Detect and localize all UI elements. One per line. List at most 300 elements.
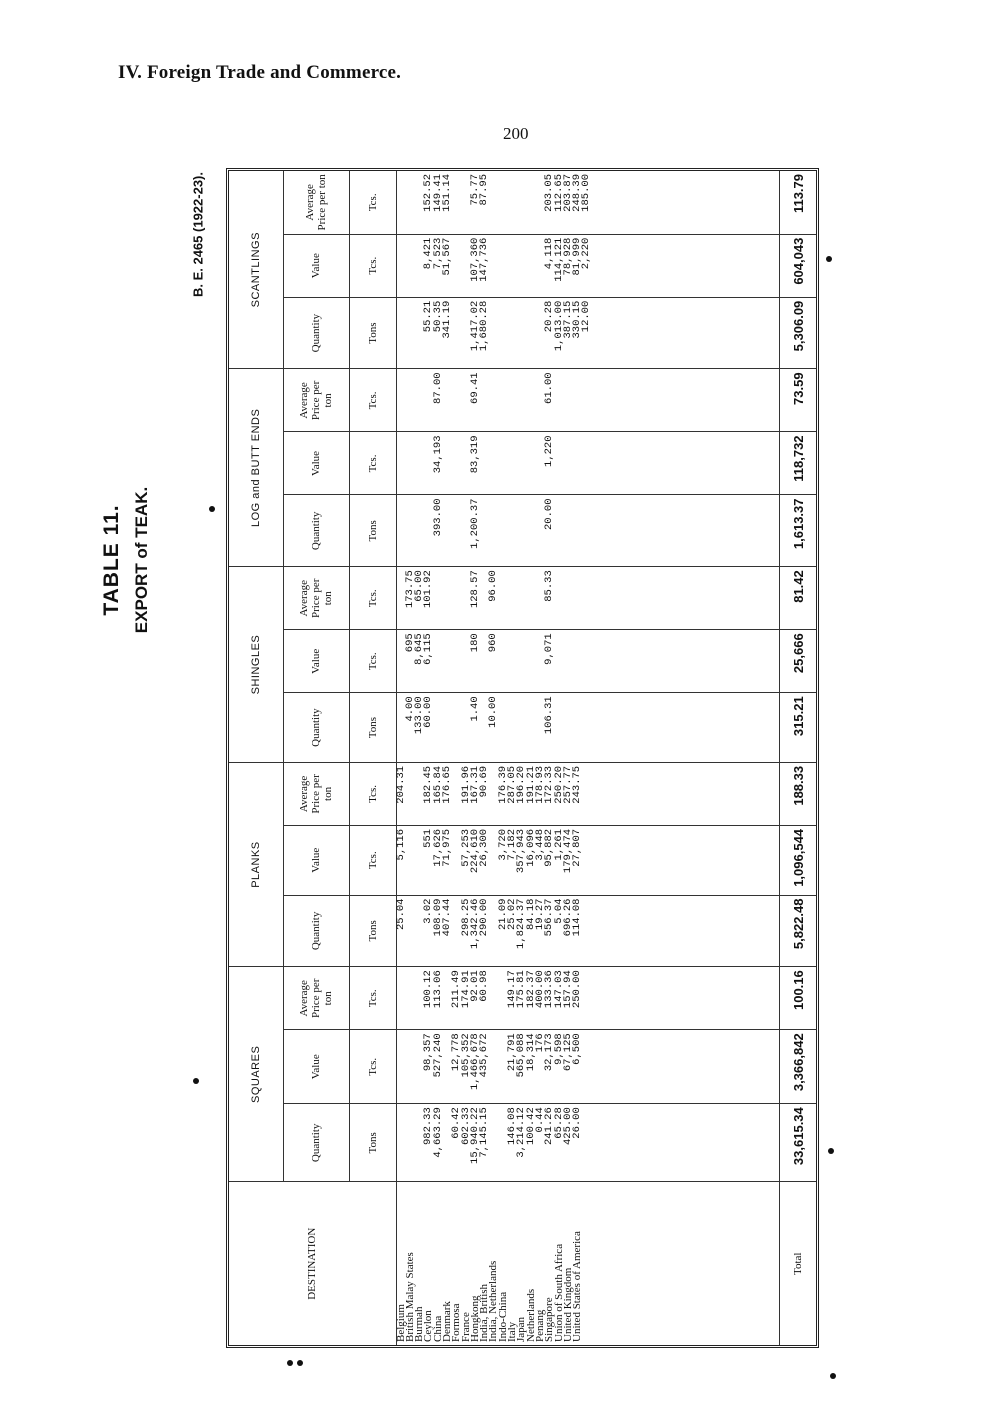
value-cell: 172.33 [545,762,554,825]
value-cell: 60.98 [480,967,489,1030]
unit-label: Tons [349,693,396,763]
subheader-avg-price: Average Price per ton [283,369,349,432]
value-cell: 176.39 [499,762,508,825]
value-cell [499,369,508,432]
value-cell: 65.00 [415,567,424,630]
unit-label: Tons [349,895,396,967]
value-cell [480,432,489,495]
table-row [564,171,573,1345]
value-cell [489,495,498,567]
table-row [443,171,452,1345]
group-shingles: SHINGLES [229,567,283,763]
table-title-block [100,450,152,670]
value-cell: 16,096 [527,825,536,895]
section-header: IV. Foreign Trade and Commerce. [118,62,402,83]
value-cell [527,567,536,630]
table-row [582,171,591,1345]
value-cell: 7,182 [508,825,517,895]
value-cell [527,432,536,495]
value-cell [517,234,526,297]
value-cell: 133.36 [545,967,554,1030]
destination-cell: Belgium [394,1304,407,1342]
value-cell [452,567,461,630]
value-cell: 152.52 [424,171,433,234]
value-cell [517,297,526,369]
value-cell [573,630,582,693]
value-cell: 179,474 [564,825,573,895]
value-cell: 248.39 [573,171,582,234]
value-cell [396,495,406,567]
group-scantlings: SCANTLINGS [229,171,283,369]
group-squares: SQUARES [229,967,283,1182]
value-cell: 25.02 [508,895,517,967]
value-cell: 191.21 [527,762,536,825]
page-number: 200 [503,124,529,143]
value-cell: 147.03 [555,967,564,1030]
subheader-avg-price: Average Price per ton [283,171,349,234]
total-label: Total [780,1182,817,1345]
value-cell: 107,360 [471,234,480,297]
value-cell [406,967,415,1030]
spacer-row [592,171,780,1345]
value-cell: 1,261 [555,825,564,895]
value-cell [582,967,591,1030]
total-value-cell: 25,666 [780,630,817,693]
value-cell: 165.84 [434,762,443,825]
spacer-cell [592,171,780,234]
subheader-quantity: Quantity [283,1104,349,1182]
value-cell: 185.00 [582,171,591,234]
value-cell [573,369,582,432]
value-cell: 18,314 [527,1030,536,1104]
value-cell: 105,352 [462,1030,471,1104]
destination-cell: Burmah [413,1306,426,1342]
value-cell: 1,824.37 [517,895,526,967]
value-cell: 146.08 [508,1104,517,1182]
total-value-cell: 188.33 [780,762,817,825]
value-cell: 1,220 [545,432,554,495]
value-cell [489,1104,498,1182]
total-value-cell: 5,306.09 [780,297,817,369]
value-cell: 26,300 [480,825,489,895]
value-cell [582,369,591,432]
value-cell [443,495,452,567]
value-cell: 108.09 [434,895,443,967]
value-cell: 1,342.46 [471,895,480,967]
value-cell [517,369,526,432]
value-cell: 5,116 [396,825,406,895]
destination-cell: Netherlands [524,1288,537,1342]
value-cell: 113.06 [434,967,443,1030]
unit-label: Tcs. [349,1030,396,1104]
spacer-cell [592,762,780,825]
value-cell: 133.00 [415,693,424,763]
value-cell: 551 [424,825,433,895]
unit-label: Tcs. [349,171,396,234]
table-row [415,171,424,1345]
total-value-cell: 118,732 [780,432,817,495]
value-cell [443,693,452,763]
value-cell [582,630,591,693]
value-cell: 250.20 [555,762,564,825]
value-cell: 565,088 [517,1030,526,1104]
unit-label: Tcs. [349,567,396,630]
value-cell [489,432,498,495]
value-cell: 128.57 [471,567,480,630]
scan-speck [287,1360,293,1366]
value-cell: 12.00 [582,297,591,369]
value-cell [434,630,443,693]
value-cell: 85.33 [545,567,554,630]
value-cell [452,297,461,369]
spacer-cell [592,967,780,1030]
value-cell: 65.28 [555,1104,564,1182]
destination-cell: China [431,1315,444,1342]
value-cell: 203.87 [564,171,573,234]
value-cell [396,1104,406,1182]
value-cell: 182.37 [527,967,536,1030]
value-cell: 341.19 [443,297,452,369]
value-cell: 7,523 [434,234,443,297]
table-number: TABLE 11. [100,504,123,616]
value-cell: 81,999 [573,234,582,297]
value-cell [443,369,452,432]
value-cell [406,369,415,432]
group-planks: PLANKS [229,762,283,966]
total-value-cell: 81.42 [780,567,817,630]
value-cell: 330.15 [573,297,582,369]
value-cell [555,432,564,495]
value-cell [517,630,526,693]
value-cell [564,495,573,567]
value-cell: 20.28 [545,297,554,369]
value-cell [555,693,564,763]
value-cell: 157.94 [564,967,573,1030]
value-cell: 12,778 [452,1030,461,1104]
value-cell [406,495,415,567]
value-cell [434,693,443,763]
value-cell [555,630,564,693]
value-cell: 21.09 [499,895,508,967]
table-row [489,171,498,1345]
value-cell: 92.01 [471,967,480,1030]
value-cell: 298.25 [462,895,471,967]
value-cell: 84.18 [527,895,536,967]
value-cell: 106.31 [545,693,554,763]
value-cell [480,495,489,567]
value-cell: 357,943 [517,825,526,895]
destination-cell: India, British [478,1283,491,1342]
value-cell: 1,680.28 [480,297,489,369]
value-cell: 387.15 [564,297,573,369]
value-cell: 69.41 [471,369,480,432]
destination-cell: Union of South Africa [552,1243,565,1342]
subheader-value: Value [283,1030,349,1104]
value-cell: 6,115 [424,630,433,693]
total-value-cell: 3,366,842 [780,1030,817,1104]
value-cell [452,495,461,567]
total-value-cell: 113.79 [780,171,817,234]
table-row [434,171,443,1345]
value-cell: 51,567 [443,234,452,297]
value-cell: 182.45 [424,762,433,825]
value-cell [555,567,564,630]
spacer-cell [592,495,780,567]
spacer-cell [592,630,780,693]
value-cell: 147,736 [480,234,489,297]
unit-label: Tcs. [349,967,396,1030]
value-cell [582,693,591,763]
unit-label: Tcs. [349,762,396,825]
spacer-cell [592,693,780,763]
total-value-cell: 5,822.48 [780,895,817,967]
value-cell: 211.49 [452,967,461,1030]
destination-cell: United States of America [571,1231,584,1342]
value-cell [582,567,591,630]
value-cell [396,369,406,432]
value-cell [415,432,424,495]
subheader-value: Value [283,234,349,297]
value-cell: 4,663.29 [434,1104,443,1182]
value-cell: 1,417.02 [471,297,480,369]
value-cell [508,432,517,495]
value-cell: 9,071 [545,630,554,693]
value-cell: 55.21 [424,297,433,369]
value-cell: 114,121 [555,234,564,297]
value-cell: 178.93 [536,762,545,825]
value-cell [517,495,526,567]
value-cell: 61.00 [545,369,554,432]
value-cell [582,895,591,967]
value-cell [555,369,564,432]
table-row [396,171,406,1345]
value-cell: 1,200.37 [471,495,480,567]
table-row [424,171,433,1345]
value-cell [499,495,508,567]
value-cell: 425.00 [564,1104,573,1182]
spacer-cell [592,895,780,967]
value-cell [499,432,508,495]
value-cell [564,369,573,432]
value-cell: 695 [406,630,415,693]
value-cell [443,630,452,693]
value-cell [527,693,536,763]
reference-label: B. E. 2465 (1922-23). [190,172,206,298]
value-cell: 17,626 [434,825,443,895]
value-cell [396,1030,406,1104]
destination-cell: Denmark [440,1301,453,1342]
value-cell [415,495,424,567]
value-cell: 149.17 [508,967,517,1030]
value-cell: 95,882 [545,825,554,895]
value-cell: 176.65 [443,762,452,825]
value-cell: 257.77 [564,762,573,825]
table-row [555,171,564,1345]
value-cell: 393.00 [434,495,443,567]
spacer-cell [592,1030,780,1104]
value-cell: 151.14 [443,171,452,234]
total-value-cell: 73.59 [780,369,817,432]
value-cell: 241.26 [545,1104,554,1182]
value-cell [508,369,517,432]
value-cell: 180 [471,630,480,693]
value-cell [415,369,424,432]
value-cell [406,825,415,895]
value-cell [396,432,406,495]
value-cell: 3,448 [536,825,545,895]
value-cell [499,693,508,763]
value-cell: 149.41 [434,171,443,234]
destination-cell: Japan [515,1316,528,1342]
value-cell: 25.04 [396,895,406,967]
value-cell [582,1030,591,1104]
scan-speck [297,1360,303,1366]
value-cell [406,1104,415,1182]
value-cell: 400.00 [536,967,545,1030]
spacer-cell [592,567,780,630]
value-cell [489,297,498,369]
value-cell [508,171,517,234]
value-cell: 1.40 [471,693,480,763]
total-value-cell: 33,615.34 [780,1104,817,1182]
value-cell: 224,610 [471,825,480,895]
value-cell [508,495,517,567]
value-cell: 960 [489,630,498,693]
reference-wrap [190,172,210,352]
destination-cell [582,1182,591,1345]
unit-label: Tcs. [349,825,396,895]
value-cell: 5.04 [555,895,564,967]
table-row [499,171,508,1345]
subheader-avg-price: Average Price per ton [283,967,349,1030]
value-cell [406,171,415,234]
value-cell: 90.69 [480,762,489,825]
total-value-cell: 1,096,544 [780,825,817,895]
value-cell: 32,173 [545,1030,554,1104]
value-cell [582,495,591,567]
subheader-value: Value [283,630,349,693]
value-cell [555,495,564,567]
value-cell: 112.65 [555,171,564,234]
value-cell: 67,125 [564,1030,573,1104]
value-cell: 287.05 [508,762,517,825]
value-cell [406,432,415,495]
value-cell [527,369,536,432]
subheader-quantity: Quantity [283,495,349,567]
value-cell: 527,240 [434,1030,443,1104]
value-cell: 100.12 [424,967,433,1030]
value-cell [508,693,517,763]
value-cell [396,171,406,234]
value-cell: 50.35 [434,297,443,369]
value-cell: 98,357 [424,1030,433,1104]
unit-label: Tcs. [349,369,396,432]
value-cell [406,297,415,369]
table-row [452,171,461,1345]
value-cell [582,1104,591,1182]
value-cell: 60.00 [424,693,433,763]
value-cell [406,762,415,825]
value-cell: 191.96 [462,762,471,825]
value-cell: 8,645 [415,630,424,693]
value-cell: 60.42 [452,1104,461,1182]
table-row [480,171,489,1345]
value-cell: 4,118 [545,234,554,297]
value-cell: 114.08 [573,895,582,967]
value-cell [517,567,526,630]
total-value-cell: 1,613.37 [780,495,817,567]
value-cell: 203.05 [545,171,554,234]
value-cell [508,567,517,630]
destination-cell: France [459,1312,472,1342]
destination-cell: British Malay States [403,1252,416,1342]
value-cell: 57,253 [462,825,471,895]
value-cell: 3,720 [499,825,508,895]
table-row [573,171,582,1345]
group-log-butt-ends: LOG and BUTT ENDS [229,369,283,567]
value-cell: 78,928 [564,234,573,297]
spacer-cell [592,234,780,297]
value-cell [517,693,526,763]
value-cell: 174.91 [462,967,471,1030]
table-row [406,171,415,1345]
value-cell: 9,598 [555,1030,564,1104]
subheader-avg-price: Average Price per ton [283,762,349,825]
value-cell: 3.02 [424,895,433,967]
value-cell: 26.00 [573,1104,582,1182]
value-cell: 176 [536,1030,545,1104]
value-cell [499,171,508,234]
value-cell [564,432,573,495]
value-cell: 407.44 [443,895,452,967]
value-cell [443,432,452,495]
table-row [536,171,545,1345]
spacer-cell [592,1182,780,1345]
destination-header: DESTINATION [229,1182,396,1345]
destination-cell: Italy [506,1321,519,1342]
value-cell [517,432,526,495]
subheader-value: Value [283,825,349,895]
value-cell [564,693,573,763]
value-cell: 602.33 [462,1104,471,1182]
value-cell [443,567,452,630]
value-cell [573,567,582,630]
destination-cell: Hongkong [468,1295,481,1342]
value-cell [508,297,517,369]
value-cell [582,825,591,895]
value-cell [527,630,536,693]
value-cell: 27,807 [573,825,582,895]
value-cell: 71,975 [443,825,452,895]
value-cell [489,1030,498,1104]
value-cell: 250.00 [573,967,582,1030]
spacer-cell [592,369,780,432]
value-cell: 87.00 [434,369,443,432]
value-cell: 96.00 [489,567,498,630]
teak-export-table [226,168,819,1348]
value-cell: 196.20 [517,762,526,825]
destination-cell: United Kingdom [561,1267,574,1342]
value-cell [489,171,498,234]
value-cell: 173.75 [406,567,415,630]
destination-cell: Penang [533,1309,546,1342]
value-cell: 243.75 [573,762,582,825]
subheader-avg-price: Average Price per ton [283,567,349,630]
total-value-cell: 315.21 [780,693,817,763]
value-cell [452,432,461,495]
value-cell: 2,220 [582,234,591,297]
scan-speck [209,506,215,512]
